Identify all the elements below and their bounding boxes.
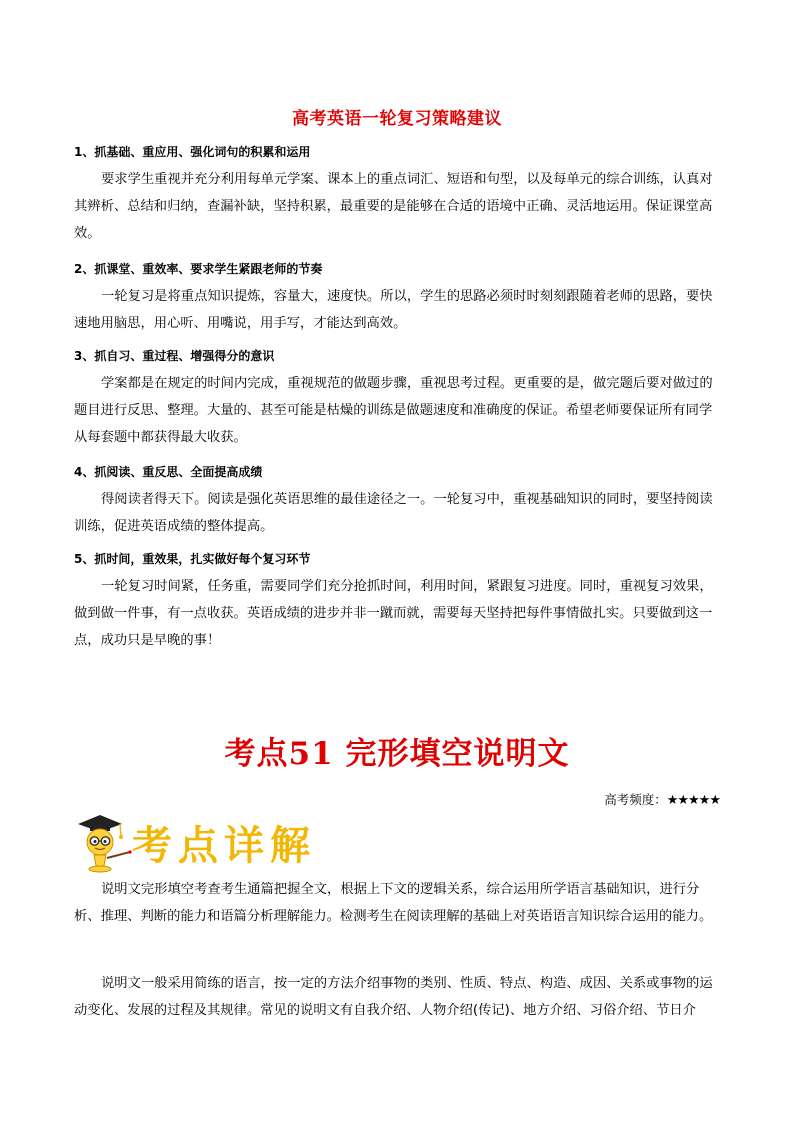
frequency-label: 高考频度： [604, 792, 667, 807]
section-heading-2: 2、抓课堂、重效率、要求学生紧跟老师的节奏 [74, 262, 323, 276]
section-body-3: 学案都是在规定的时间内完成，重视规范的做题步骤，重视思考过程。更重要的是，做完题后要对做过的题目进行反思、整理。大量的、甚至可能是枯燥的训练是做题速度和准确度的保证。希望老师要保证所有同学从每套题中都获得最大收获。 [74, 376, 713, 445]
section-body-2: 一轮复习是将重点知识提炼，容量大，速度快。所以，学生的思路必须时时刻刻跟随着老师的思路，要快速地用脑思，用心听、用嘴说，用手写，才能达到高效。 [74, 289, 713, 331]
banner-title: 考点详解 [132, 822, 316, 869]
topic-paragraph-1: 说明文完形填空考查考生通篇把握全文，根据上下文的逻辑关系，综合运用所学语言基础知识，进行分析、推理、判断的能力和语篇分析理解能力。检测考生在阅读理解的基础上对英语语言知识综合运用的能力。 [74, 882, 713, 924]
section-heading-3: 3、抓自习、重过程、增强得分的意识 [74, 349, 275, 363]
section-banner [74, 812, 374, 872]
section-heading-5: 5、抓时间，重效果，扎实做好每个复习环节 [74, 552, 311, 566]
document-title: 高考英语一轮复习策略建议 [292, 109, 502, 129]
graduate-mascot-icon [74, 812, 132, 874]
topic-paragraph-2: 说明文一般采用简练的语言，按一定的方法介绍事物的类别、性质、特点、构造、成因、关系或事物的运动变化、发展的过程及其规律。常见的说明文有自我介绍、人物介绍(传记)、地方介绍、习俗介绍、节日介 [74, 976, 713, 1018]
frequency-rating [604, 790, 720, 808]
section-body-5: 一轮复习时间紧，任务重，需要同学们充分抢抓时间，利用时间，紧跟复习进度。同时，重视复习效果，做到做一件事，有一点收获。英语成绩的进步并非一蹴而就，需要每天坚持把每件事情做扎实。只要做到这一点，成功只是早晚的事！ [74, 579, 713, 648]
section-body-1: 要求学生重视并充分利用每单元学案、课本上的重点词汇、短语和句型，以及每单元的综合训练，认真对其辨析、总结和归纳，查漏补缺，坚持积累，最重要的是能够在合适的语境中正确、灵活地运用。保证课堂高效。 [74, 172, 713, 241]
frequency-stars: ★★★★★ [666, 793, 720, 808]
topic-title: 考点51 完形填空说明文 [224, 736, 570, 772]
section-body-4: 得阅读者得天下。阅读是强化英语思维的最佳途径之一。一轮复习中，重视基础知识的同时，要坚持阅读训练，促进英语成绩的整体提高。 [74, 492, 713, 534]
section-heading-1: 1、抓基础、重应用、强化词句的积累和运用 [74, 145, 311, 159]
section-heading-4: 4、抓阅读、重反思、全面提高成绩 [74, 465, 263, 479]
